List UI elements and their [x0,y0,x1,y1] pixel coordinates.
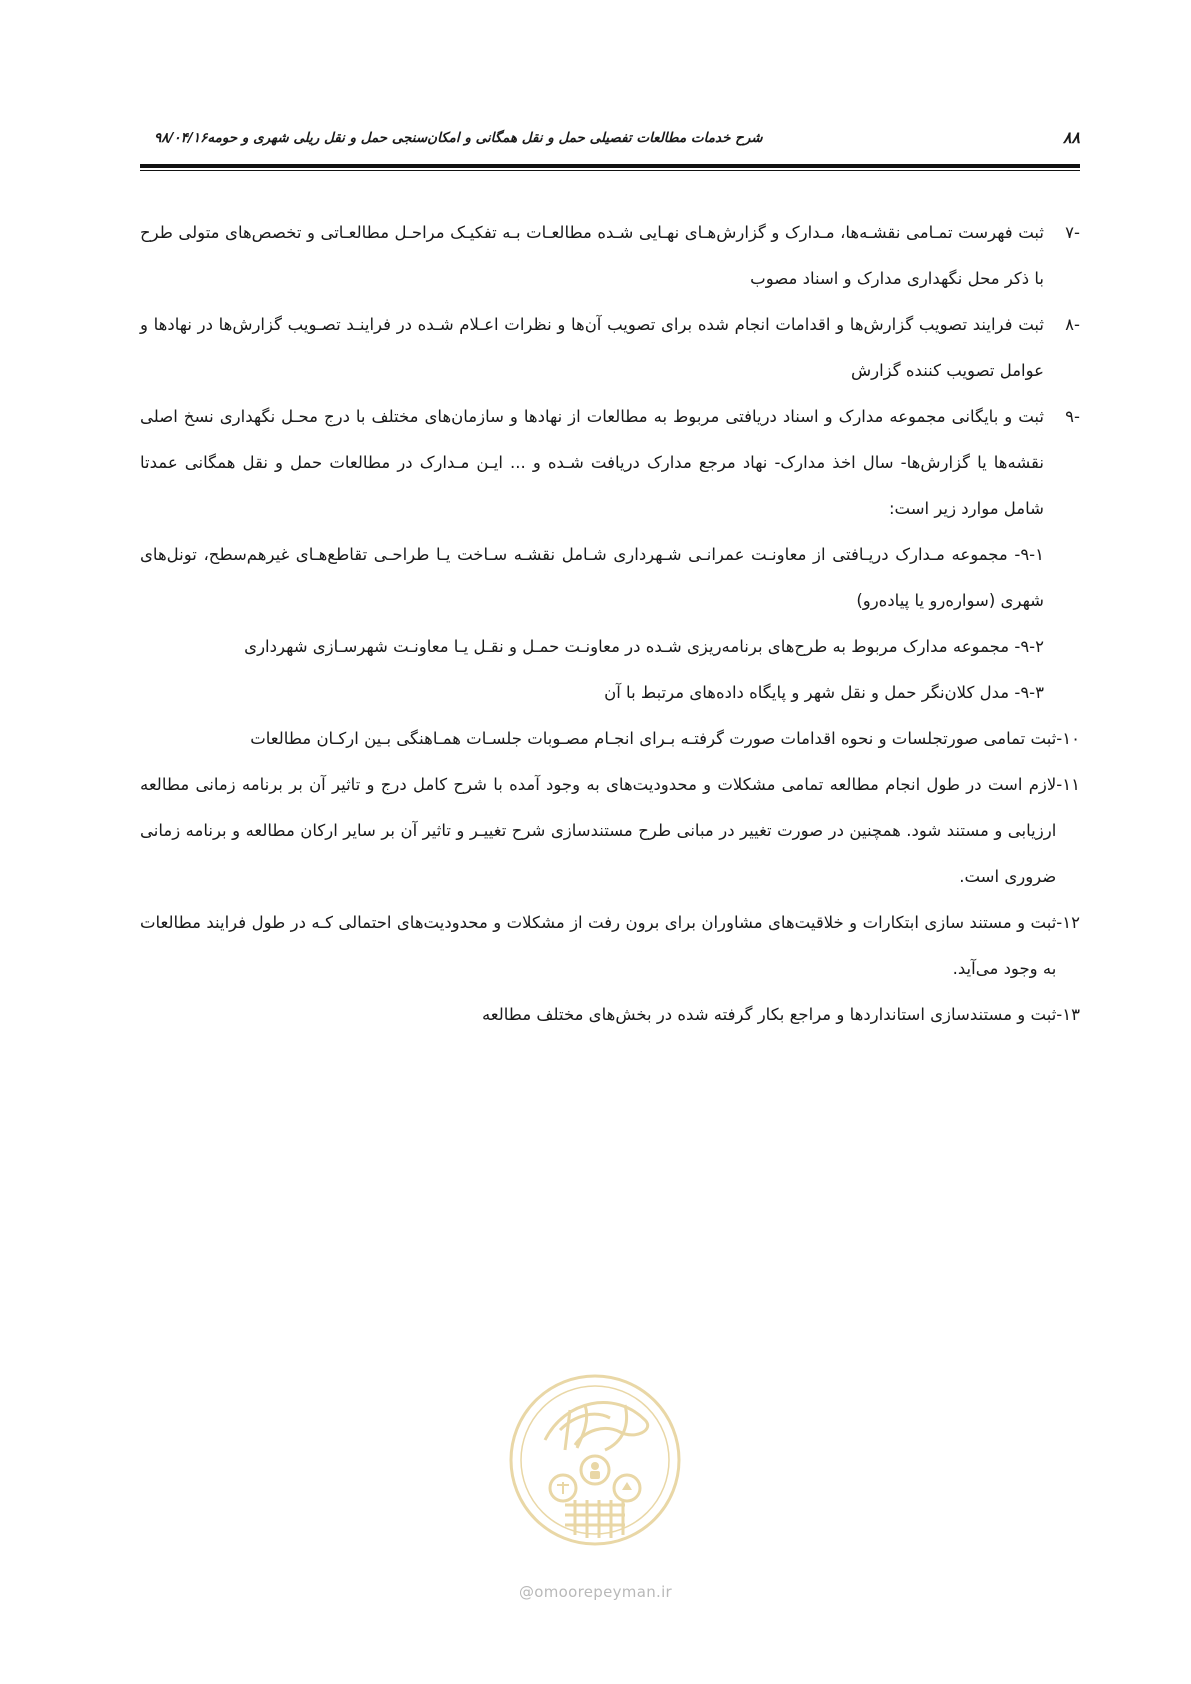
list-item-number: -۸ [1065,315,1080,334]
header-rule-thin [140,170,1080,171]
list-item-text: ثبت و مستند سازی ابتکارات و خلاقیت‌های مشاوران برای برون رفت از مشکلات و محدودیت‌های احتمالی کـه در طول فرایند مطالعات به وجود می‌آید. [140,913,1057,978]
list-item-text: لازم است در طول انجام مطالعه تمامی مشکلات و محدودیت‌های به وجود آمده با شرح کامل درج و تاثیر آن بر برنامه زمانی مطالعه ارزیابی و مستند شود. همچنین در صورت تغییر در مبانی طرح مستندسازی شرح تغییـر و تاثیر آن بر سایر ارکان مطالعه و برنامه زمانی ضروری است. [140,775,1057,886]
list-item-number: ۱۰- [1056,729,1080,748]
page-header [140,124,1080,156]
list-item-8 [140,302,1080,394]
list-item-13 [140,992,1080,1038]
list-item-9 [140,394,1080,532]
sub-item-9-3: ۹-۳- مدل کلان‌نگر حمل و نقل شهر و پایگاه داده‌های مرتبط با آن [604,683,1044,702]
list-item-number: ۱۳- [1056,1005,1080,1024]
list-item-12 [140,900,1080,992]
document-body [140,210,1080,1038]
header-rule-thick [140,164,1080,168]
omoorepeyman-logo-icon [505,1370,685,1550]
list-item-number: -۷ [1065,223,1080,242]
sub-item-9-2: ۹-۲- مجموعه مدارک مربوط به طرح‌های برنامه‌ریزی شـده در معاونـت حمـل و نقـل یـا معاونـت شهرسـازی شهرداری [244,637,1044,656]
sub-item-9-1: ۹-۱- مجموعه مـدارک دریـافتی از معاونـت عمرانـی شـهرداری شـامل نقشـه سـاخت یـا طراحـی تقاطع‌هـای غیرهم‌سطح، تونل‌های شهری (سواره‌رو یا پیاده‌رو) [140,545,1044,610]
list-item-10 [140,716,1080,762]
list-item-text: ثبت و مستندسازی استانداردها و مراجع بکار گرفته شده در بخش‌های مختلف مطالعه [481,1005,1057,1024]
page-number: ۸۸ [1062,128,1080,147]
website-text: @omoorepeyman.ir [518,1583,673,1601]
list-item-11 [140,762,1080,900]
list-item-number: ۱۲- [1056,913,1080,932]
list-item-text: ثبت فهرست تمـامی نقشـه‌ها، مـدارک و گزارش‌هـای نهـایی شـده مطالعـات بـه تفکیـک مراحـل مطالعـاتی و تخصص‌های متولی طرح با ذکر محل نگهداری مدارک و اسناد مصوب [140,223,1044,288]
list-item-text: ثبت فرایند تصویب گزارش‌ها و اقدامات انجام شده برای تصویب آن‌ها و نظرات اعـلام شـده در فراینـد تصـویب گزارش‌ها در نهادها و عوامل تصویب کننده گزارش [140,315,1044,380]
list-item-text: ثبت تمامی صورتجلسات و نحوه اقدامات صورت گرفتـه بـرای انجـام مصـوبات جلسـات همـاهنگی بـین ارکـان مطالعات [250,729,1057,748]
list-item-text: ثبت و بایگانی مجموعه مدارک و اسناد دریافتی مربوط به مطالعات از نهادها و سازمان‌های مختلف با درج محـل نگهداری نسخ اصلی نقشه‌ها یا گزارش‌ها- سال اخذ مدارک- نهاد مرجع مدارک دریافت شـده و ... ایـن مـدارک در مطالعات حمل و نقل همگانی عمدتا شامل موارد زیر است: [140,407,1044,518]
header-title: شرح خدمات مطالعات تفصیلی حمل و نقل همگانی و امکان‌سنجی حمل و نقل ریلی شهری و حومه [207,130,763,146]
list-item-7 [140,210,1080,302]
header-title-line [140,130,763,146]
list-item-number: ۱۱- [1056,775,1080,794]
list-item-number: -۹ [1065,407,1080,426]
header-date: ۹۸/۰۴/۱۶ [154,130,208,146]
